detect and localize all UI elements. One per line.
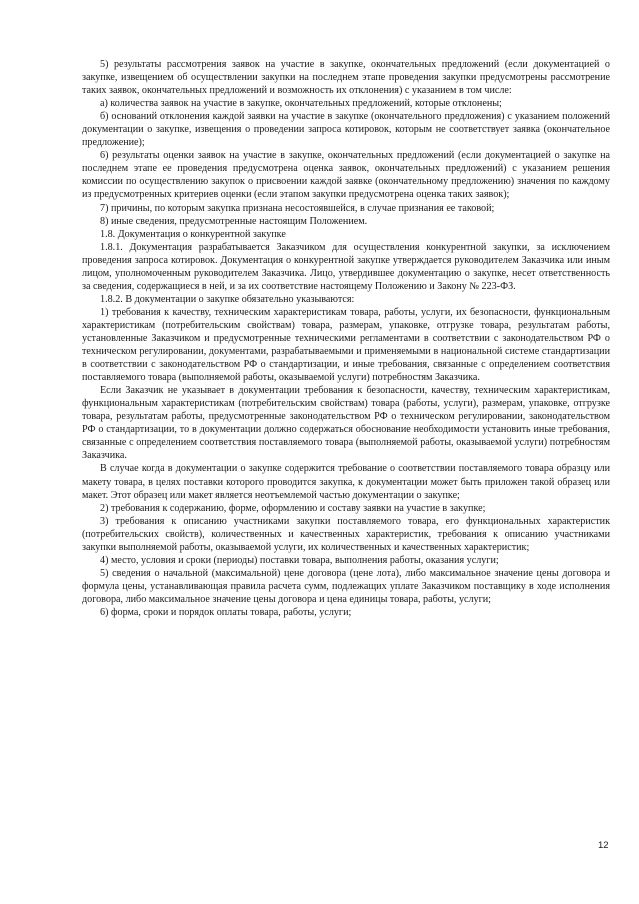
paragraph-requirement-3-description: 3) требования к описанию участниками закупки поставляемого товара, его функциональных характеристик (потребительских свойств), количественных и качественных характеристик, требования к описанию участниками закупки выполняемой работы, оказываемой услуги, их количественных и качественных характеристик; xyxy=(82,515,610,553)
paragraph-sample-model: В случае когда в документации о закупке содержится требование о соответствии поставляемого товара образцу или макету товара, в целях поставки которого проводится закупка, к документации может быть приложен такой образец или макет. Этот образец или макет является неотъемлемой частью документации о закупке; xyxy=(82,463,610,501)
paragraph-requirement-5-price: 5) сведения о начальной (максимальной) цене договора (цене лота), либо максимальное значение цены договора и формула цены, устанавливающая правила расчета сумм, подлежащих уплате Заказчиком поставщику в ходе исполнения договора, либо максимальное значение цены договора и цена единицы товара, работы, услуги; xyxy=(82,567,610,605)
page-number: 12 xyxy=(598,840,609,851)
section-heading-1-8: 1.8. Документация о конкурентной закупке xyxy=(100,228,286,240)
paragraph-requirement-4-place-terms: 4) место, условия и сроки (периоды) поставки товара, выполнения работы, оказания услуги; xyxy=(100,554,499,566)
paragraph-1-8-1: 1.8.1. Документация разрабатывается Заказчиком для осуществления конкурентной закупки, за исключением проведения запроса котировок. Документация о конкурентной закупке утверждается руководителем Заказчика или иным лицом, уполномоченным руководителем Заказчика. Лицо, утвердившее документацию о закупке, несет ответственность за сведения, содержащиеся в ней, и за их соответствие настоящему Положению и Закону № 223-ФЗ. xyxy=(82,241,610,292)
paragraph-subitem-b: б) оснований отклонения каждой заявки на участие в закупке (окончательного предложения) с указанием положений документации о закупке, извещения о проведении запроса котировок, которым не соответствует заявка (окончательное предложение); xyxy=(82,111,610,149)
paragraph-if-customer-not-specify: Если Заказчик не указывает в документации требования к безопасности, качеству, техническим характеристикам, функциональным характеристикам (потребительским свойствам) товара (работы, услуги), размерам, упаковке, отгрузке товара, результатам работы, предусмотренные законодательством РФ о техническом регулировании, законодательством РФ о стандартизации, то в документации должно содержаться обоснование необходимости установить иные требования, связанные с определением соответствия поставляемого товара (выполняемой работы, оказываемой услуги) потребностям Заказчика. xyxy=(82,385,610,462)
paragraph-requirement-6-payment: 6) форма, сроки и порядок оплаты товара, работы, услуги; xyxy=(100,606,352,618)
paragraph-subitem-a: а) количества заявок на участие в закупке, окончательных предложений, которые отклонены; xyxy=(100,98,502,110)
document-page xyxy=(82,58,610,619)
paragraph-1-8-2: 1.8.2. В документации о закупке обязательно указываются: xyxy=(100,293,355,305)
paragraph-item-5-results-review: 5) результаты рассмотрения заявок на участие в закупке, окончательных предложений (если документацией о закупке, извещением об осуществлении закупки на последнем этапе проведения закупки предусмотрены рассмотрение таких заявок, окончательных предложений и возможность их отклонения) с указанием в том числе: xyxy=(82,59,610,97)
paragraph-item-8-other-info: 8) иные сведения, предусмотренные настоящим Положением. xyxy=(100,215,368,227)
paragraph-requirement-2-application: 2) требования к содержанию, форме, оформлению и составу заявки на участие в закупке; xyxy=(100,502,486,514)
paragraph-item-6-results-evaluation: 6) результаты оценки заявок на участие в закупке, окончательных предложений (если документацией о закупке на последнем этапе ее проведения предусмотрена оценка заявок, окончательных предложений) с указанием решения комиссии по осуществлению закупок о присвоении каждой заявке (окончательному предложению) значения по каждому из предусмотренных критериев оценки (если этапом закупки предусмотрена оценка таких заявок); xyxy=(82,150,610,201)
paragraph-item-7-reasons: 7) причины, по которым закупка признана несостоявшейся, в случае признания ее таковой; xyxy=(100,202,495,214)
paragraph-requirement-1-quality: 1) требования к качеству, техническим характеристикам товара, работы, услуги, их безопасности, функциональным характеристикам (потребительским свойствам) товара, размерам, упаковке, отгрузке товара, результатам работы, установленные Заказчиком и предусмотренные техническими регламентами в соответствии с законодательством РФ о техническом регулировании, документами, разрабатываемыми и применяемыми в национальной системе стандартизации в соответствии с законодательством РФ о стандартизации, и иные требования, связанные с определением соответствия поставляемого товара (выполняемой работы, оказываемой услуги) потребностям Заказчика. xyxy=(82,306,610,384)
